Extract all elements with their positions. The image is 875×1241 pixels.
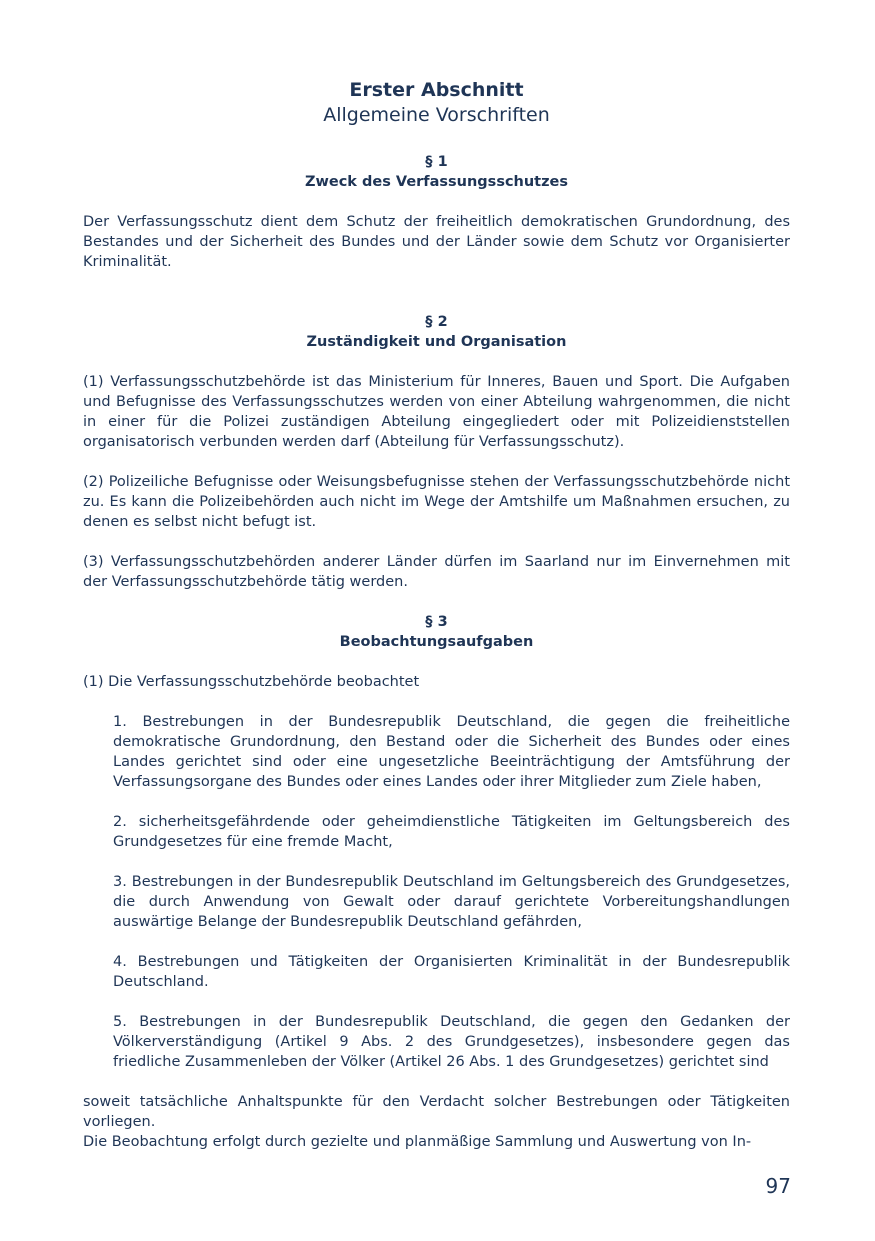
section-subtitle: Allgemeine Vorschriften: [323, 104, 550, 126]
paragraph-3-intro: (1) Die Verfassungsschutzbehörde beobachtet: [83, 674, 420, 690]
paragraph-1-heading: [83, 152, 790, 192]
paragraph-3-item-4: 4. Bestrebungen und Tätigkeiten der Organisierten Kriminalität in der Bundesrepublik Deutschland.: [113, 954, 790, 990]
paragraph-3-item-5: 5. Bestrebungen in der Bundesrepublik Deutschland, die gegen den Gedanken der Völkerverständigung (Artikel 9 Abs. 2 des Grundgesetzes), insbesondere gegen das friedliche Zusammenleben der Völker (Artikel 26 Abs. 1 des Grundgesetzes) gerichtet sind: [113, 1014, 790, 1070]
paragraph-2-number: § 2: [425, 314, 448, 330]
paragraph-3-item-1: 1. Bestrebungen in der Bundesrepublik Deutschland, die gegen die freiheitliche demokratische Grundordnung, den Bestand oder die Sicherheit des Bundes oder eines Landes gerichtet sind oder eine ungesetzliche Beeinträchtigung der Amtsführung der Verfassungsorgane des Bundes oder eines Landes oder ihrer Mitglieder zum Ziele haben,: [113, 714, 790, 790]
paragraph-3-heading: [83, 612, 790, 652]
paragraph-3-continuation: Die Beobachtung erfolgt durch gezielte und planmäßige Sammlung und Auswertung von In-: [83, 1134, 752, 1150]
page-content: [83, 78, 790, 1152]
paragraph-3-closing: soweit tatsächliche Anhaltspunkte für den Verdacht solcher Bestrebungen oder Tätigkeiten vorliegen.: [83, 1094, 790, 1130]
paragraph-3-item-2: 2. sicherheitsgefährdende oder geheimdienstliche Tätigkeiten im Geltungsbereich des Grundgesetzes für eine fremde Macht,: [113, 814, 790, 850]
paragraph-1-number: § 1: [425, 154, 448, 170]
paragraph-3-title: Beobachtungsaufgaben: [339, 634, 534, 650]
section-title: Erster Abschnitt: [349, 79, 524, 101]
paragraph-2-absatz-3: (3) Verfassungsschutzbehörden anderer Länder dürfen im Saarland nur im Einvernehmen mit der Verfassungsschutzbehörde tätig werden.: [83, 554, 790, 590]
page-number: 97: [765, 1174, 791, 1198]
paragraph-1-text: Der Verfassungsschutz dient dem Schutz der freiheitlich demokratischen Grundordnung, des Bestandes und der Sicherheit des Bundes und der Länder sowie dem Schutz vor Organisierter Kriminalität.: [83, 214, 790, 270]
paragraph-2-absatz-2: (2) Polizeiliche Befugnisse oder Weisungsbefugnisse stehen der Verfassungsschutzbehörde nicht zu. Es kann die Polizeibehörden auch nicht im Wege der Amtshilfe um Maßnahmen ersuchen, zu denen es selbst nicht befugt ist.: [83, 474, 790, 530]
paragraph-3-item-3: 3. Bestrebungen in der Bundesrepublik Deutschland im Geltungsbereich des Grundgesetzes, die durch Anwendung von Gewalt oder darauf gerichtete Vorbereitungshandlungen auswärtige Belange der Bundesrepublik Deutschland gefährden,: [113, 874, 790, 930]
paragraph-2-heading: [83, 312, 790, 352]
paragraph-2-title: Zuständigkeit und Organisation: [306, 334, 567, 350]
section-heading: [83, 78, 790, 128]
paragraph-3-number: § 3: [425, 614, 448, 630]
paragraph-2-absatz-1: (1) Verfassungsschutzbehörde ist das Ministerium für Inneres, Bauen und Sport. Die Aufgaben und Befugnisse des Verfassungsschutzes werden von einer Abteilung wahrgenommen, die nicht in einer für die Polizei zuständigen Abteilung eingegliedert oder mit Polizeidienststellen organisatorisch verbunden werden darf (Abteilung für Verfassungsschutz).: [83, 374, 790, 450]
paragraph-1-title: Zweck des Verfassungsschutzes: [304, 174, 569, 190]
